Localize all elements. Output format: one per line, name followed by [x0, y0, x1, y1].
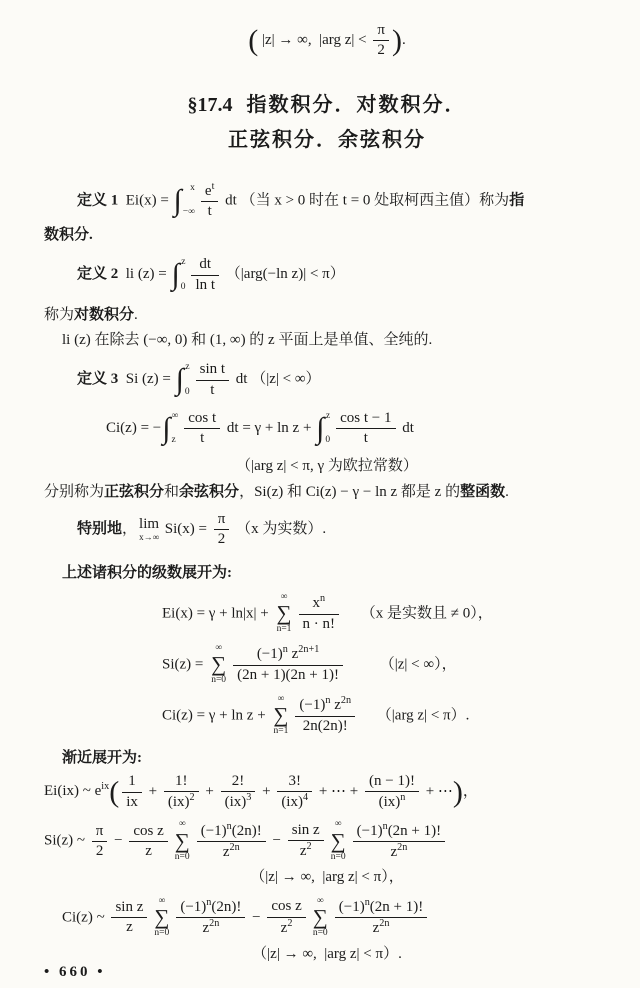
sigma-glyph: ∑ — [273, 703, 289, 727]
upper-limit: ∞ — [280, 591, 288, 602]
ei-asymptotic-formula — [44, 773, 610, 812]
numerator: 3! — [277, 773, 312, 792]
text-run: − — [248, 908, 265, 925]
lower-limit: n=0 — [154, 928, 170, 938]
limit-subscript: x→∞ — [139, 532, 159, 542]
fraction — [92, 823, 108, 861]
text-run: （|arg(−ln z)| < π） — [222, 266, 345, 283]
numerator: $(-1)^n(2n)$! — [197, 822, 266, 842]
sigma-glyph: ∑ — [154, 905, 170, 929]
numerator: cos z — [129, 823, 167, 842]
numerator: $(-1)^n(2n)$! — [176, 898, 245, 918]
emphasized-text: 特别地 — [77, 520, 123, 537]
emphasized-text: 指 — [509, 192, 525, 209]
text-run: li (z) 在除去 (−∞, 0) 和 (1, ∞) 的 z 平面上是单值、全纯的. — [62, 332, 433, 348]
text-run: Si(z) = — [162, 655, 208, 672]
integral-sign — [316, 412, 332, 446]
emphasized-text: 余弦积分 — [179, 483, 240, 500]
emphasized-text: 对数积分 — [74, 306, 135, 323]
integral-limits — [171, 412, 178, 446]
numerator: $(-1)^n$ $z^{2n}$ — [295, 696, 355, 716]
fraction — [295, 696, 355, 735]
fraction — [191, 256, 219, 294]
denominator: ln t — [195, 276, 216, 293]
ci-asymptotic-formula — [44, 897, 610, 939]
limit-operator — [139, 517, 159, 542]
ci-definition-formula — [106, 410, 610, 448]
lower-limit: 0 — [325, 435, 331, 445]
integral-glyph: ∫ — [162, 411, 171, 445]
lower-limit: n=0 — [312, 928, 328, 938]
integral-glyph: ∫ — [173, 183, 182, 217]
ci-asymptotic-condition — [44, 944, 610, 964]
fraction — [176, 898, 245, 938]
heading-title-line1: 指数积分．对数积分． — [246, 93, 467, 116]
numerator: π — [92, 823, 108, 842]
si-limit-note — [44, 511, 610, 549]
fraction — [164, 773, 199, 812]
denominator: t — [207, 202, 212, 219]
denominator: $z^{2n}$ — [202, 918, 220, 936]
numerator: (n − 1)! — [365, 773, 419, 792]
text-run: |z| → ∞, |arg z| < — [258, 32, 371, 49]
heading-line-1 — [44, 88, 610, 123]
si-asymptotic-condition — [44, 867, 610, 887]
text-run: 和 — [164, 483, 180, 500]
numerator: sin z — [288, 822, 324, 841]
integral-limits — [185, 363, 190, 397]
denominator: $z^{2n}$ — [222, 841, 240, 860]
fraction — [201, 182, 219, 221]
text-run: Si(z) ~ — [44, 832, 89, 849]
lower-limit: n=1 — [273, 726, 289, 736]
fraction — [336, 410, 395, 448]
lower-limit: 0 — [180, 281, 186, 292]
summation-sign — [175, 820, 190, 862]
upper-limit: x — [190, 182, 195, 193]
text-run: dt = γ + ln z + — [223, 419, 316, 436]
big-paren: ) — [452, 775, 463, 808]
si-series-formula — [162, 644, 610, 686]
text-run: Ei(x) = — [118, 192, 173, 209]
denominator: t — [200, 430, 205, 446]
euler-constant-condition — [44, 456, 610, 476]
emphasized-text: 整函数 — [460, 483, 506, 500]
upper-limit: ∞ — [171, 410, 179, 421]
text-run: + ⋯ + — [315, 783, 362, 800]
fraction — [196, 361, 229, 399]
text-run: ， — [462, 783, 478, 800]
numerator: sin z — [111, 899, 147, 918]
lim-glyph: lim — [139, 516, 160, 532]
text-run: 称为 — [44, 306, 75, 323]
fraction — [233, 645, 343, 684]
upper-limit: ∞ — [215, 642, 222, 653]
denominator: 2n(2n)! — [302, 717, 348, 734]
numerator: $e^t$ — [201, 182, 219, 202]
fraction — [373, 22, 389, 60]
integral-limits — [183, 184, 195, 218]
text-run: （x 是实数且 ≠ 0）， — [342, 604, 493, 621]
numerator: $(-1)^n(2n + 1)$! — [335, 898, 428, 918]
denominator: $z^{2n}$ — [372, 918, 390, 936]
denominator: (ix)$^4$ — [281, 792, 309, 810]
denominator: ix — [126, 793, 138, 810]
emphasized-text: 定义 1 — [77, 192, 119, 209]
denominator: (ix)$^n$ — [378, 792, 406, 810]
li-single-valued-note — [44, 330, 610, 350]
lower-limit: n=0 — [330, 851, 346, 862]
fraction — [335, 898, 428, 938]
upper-limit: ∞ — [334, 819, 342, 830]
numerator: cos t − 1 — [336, 410, 395, 429]
text-run: （x 为实数）. — [232, 520, 327, 537]
sigma-glyph: ∑ — [211, 652, 227, 676]
emphasized-text: 正弦积分 — [104, 483, 165, 500]
denominator: (2n + 1)(2n + 1)! — [237, 666, 340, 683]
lower-limit: −∞ — [182, 207, 195, 218]
text-run: li (z) = — [118, 266, 171, 283]
lower-limit: n=0 — [174, 851, 190, 862]
big-paren: ( — [248, 23, 259, 57]
fraction — [122, 773, 142, 811]
condition-top-formula — [44, 22, 610, 60]
text-run: Ei(ix) ~ $e^{ix}$ — [44, 781, 110, 800]
integral-sign — [162, 412, 180, 446]
text-run: dt — [398, 419, 414, 436]
fraction — [214, 511, 230, 549]
integral-limits — [325, 412, 330, 446]
sine-cosine-integral-note — [44, 482, 610, 502]
text-run: ，Si(z) 和 Ci(z) − γ − ln z 都是 z 的 — [239, 483, 461, 500]
upper-limit: z — [325, 410, 331, 421]
lower-limit: n=0 — [211, 675, 227, 685]
text-run: − — [110, 832, 127, 849]
fraction — [129, 823, 167, 861]
text-run: + — [258, 783, 275, 800]
definition-1-paragraph — [44, 182, 610, 221]
denominator: z — [126, 919, 133, 935]
text-run: − — [268, 832, 285, 849]
definition-3-paragraph — [44, 361, 610, 399]
summation-sign — [277, 593, 292, 635]
lower-limit: n=1 — [276, 624, 292, 634]
numerator: $(-1)^n$ $z^{2n+1}$ — [233, 645, 343, 665]
integral-glyph: ∫ — [171, 258, 180, 291]
denominator: 2 — [217, 531, 226, 547]
page-number: • 660 • — [44, 963, 106, 980]
text-run: ， — [122, 520, 138, 537]
text-run: （|z| < ∞）， — [346, 655, 457, 672]
emphasized-text: 渐近展开为: — [62, 749, 142, 766]
numerator: 2! — [221, 773, 256, 792]
text-run: （|arg z| < π）. — [358, 706, 470, 723]
text-run: Si(x) = — [161, 520, 211, 537]
section-heading — [44, 88, 610, 158]
numerator: dt — [191, 256, 219, 275]
emphasized-text: 上述诸积分的级数展开为: — [62, 565, 232, 582]
upper-limit: z — [185, 362, 190, 372]
numerator: $x^n$ — [299, 594, 340, 614]
denominator: $z^2$ — [299, 841, 312, 860]
fraction — [288, 822, 324, 861]
denominator: t — [363, 430, 368, 446]
summation-sign — [331, 820, 346, 862]
ei-series-formula — [162, 593, 610, 635]
emphasized-text: 定义 3 — [77, 371, 119, 388]
denominator: 2 — [95, 842, 104, 859]
numerator: 1 — [122, 773, 142, 792]
summation-sign — [273, 695, 288, 737]
denominator: z — [145, 842, 152, 859]
logarithmic-integral-name — [44, 305, 610, 325]
fraction — [299, 594, 340, 633]
denominator: n · n! — [302, 615, 335, 632]
integral-sign — [176, 363, 192, 397]
big-paren: ( — [109, 775, 120, 808]
emphasized-text: 数积分. — [44, 227, 93, 243]
denominator: (ix)$^3$ — [224, 792, 252, 810]
denominator: t — [210, 381, 215, 398]
numerator: π — [373, 22, 389, 41]
text-run: . — [401, 32, 406, 49]
text-run: Ci(z) = − — [106, 419, 162, 436]
fraction — [221, 773, 256, 812]
text-run: 分别称为 — [44, 483, 105, 500]
definition-2-paragraph — [44, 256, 610, 294]
sigma-glyph: ∑ — [312, 905, 328, 929]
sigma-glyph: ∑ — [330, 828, 346, 853]
integral-glyph: ∫ — [316, 411, 325, 445]
denominator: (ix)$^2$ — [167, 792, 195, 810]
text-run: + — [201, 783, 218, 800]
denominator: 2 — [377, 42, 385, 59]
ci-series-formula — [162, 695, 610, 737]
text-run: Ci(z) ~ — [62, 908, 109, 925]
text-run: （|z| → ∞, |arg z| < π）， — [250, 869, 404, 886]
numerator: cos z — [267, 898, 305, 917]
summation-sign — [313, 897, 328, 939]
series-expansion-intro — [44, 563, 610, 583]
numerator: π — [214, 511, 230, 530]
numerator: $(-1)^n(2n + 1)$! — [353, 822, 446, 842]
asymptotic-expansion-intro — [44, 748, 610, 768]
denominator: $z^{2n}$ — [390, 841, 408, 860]
lower-limit: 0 — [184, 386, 190, 397]
upper-limit: z — [181, 257, 186, 267]
text-run: + ⋯ — [421, 783, 453, 800]
text-run: Si (z) = — [118, 371, 175, 388]
text-run: Ci(z) = γ + ln z + — [162, 706, 270, 723]
fraction — [353, 822, 446, 862]
summation-sign — [211, 644, 226, 686]
summation-sign — [154, 897, 169, 939]
fraction — [365, 773, 419, 812]
text-run: （|arg z| < π, γ 为欧拉常数） — [236, 458, 418, 475]
big-paren: ) — [391, 23, 402, 57]
upper-limit: ∞ — [277, 693, 285, 704]
text-run: （|z| → ∞, |arg z| < π）. — [252, 945, 402, 962]
upper-limit: ∞ — [316, 895, 324, 906]
fraction — [277, 773, 312, 812]
text-run: . — [134, 306, 138, 323]
fraction — [267, 898, 305, 937]
fraction — [184, 410, 220, 448]
upper-limit: ∞ — [178, 819, 186, 830]
sigma-glyph: ∑ — [276, 601, 292, 625]
fraction — [111, 899, 147, 937]
definition-1-continuation — [44, 225, 610, 245]
integral-sign — [174, 184, 197, 218]
lower-limit: z — [171, 435, 176, 445]
numerator: sin t — [196, 361, 229, 380]
denominator: $z^2$ — [280, 917, 293, 936]
section-number: §17.4 — [187, 93, 233, 116]
text-run: + — [144, 783, 161, 800]
si-asymptotic-formula — [44, 820, 610, 862]
integral-sign — [171, 258, 187, 292]
text-run: dt （|z| < ∞） — [232, 371, 321, 388]
integral-glyph: ∫ — [175, 363, 184, 396]
fraction — [197, 822, 266, 862]
upper-limit: ∞ — [158, 895, 166, 906]
integral-limits — [181, 258, 186, 292]
text-run: dt （当 x > 0 时在 t = 0 处取柯西主值）称为 — [221, 192, 510, 209]
numerator: cos t — [184, 410, 220, 429]
heading-title-line2: 正弦积分．余弦积分 — [228, 128, 426, 151]
text-run: Ei(x) = γ + ln|x| + — [162, 604, 273, 621]
emphasized-text: 定义 2 — [77, 266, 119, 283]
sigma-glyph: ∑ — [174, 828, 190, 853]
numerator: 1! — [164, 773, 199, 792]
text-run: . — [505, 483, 509, 500]
